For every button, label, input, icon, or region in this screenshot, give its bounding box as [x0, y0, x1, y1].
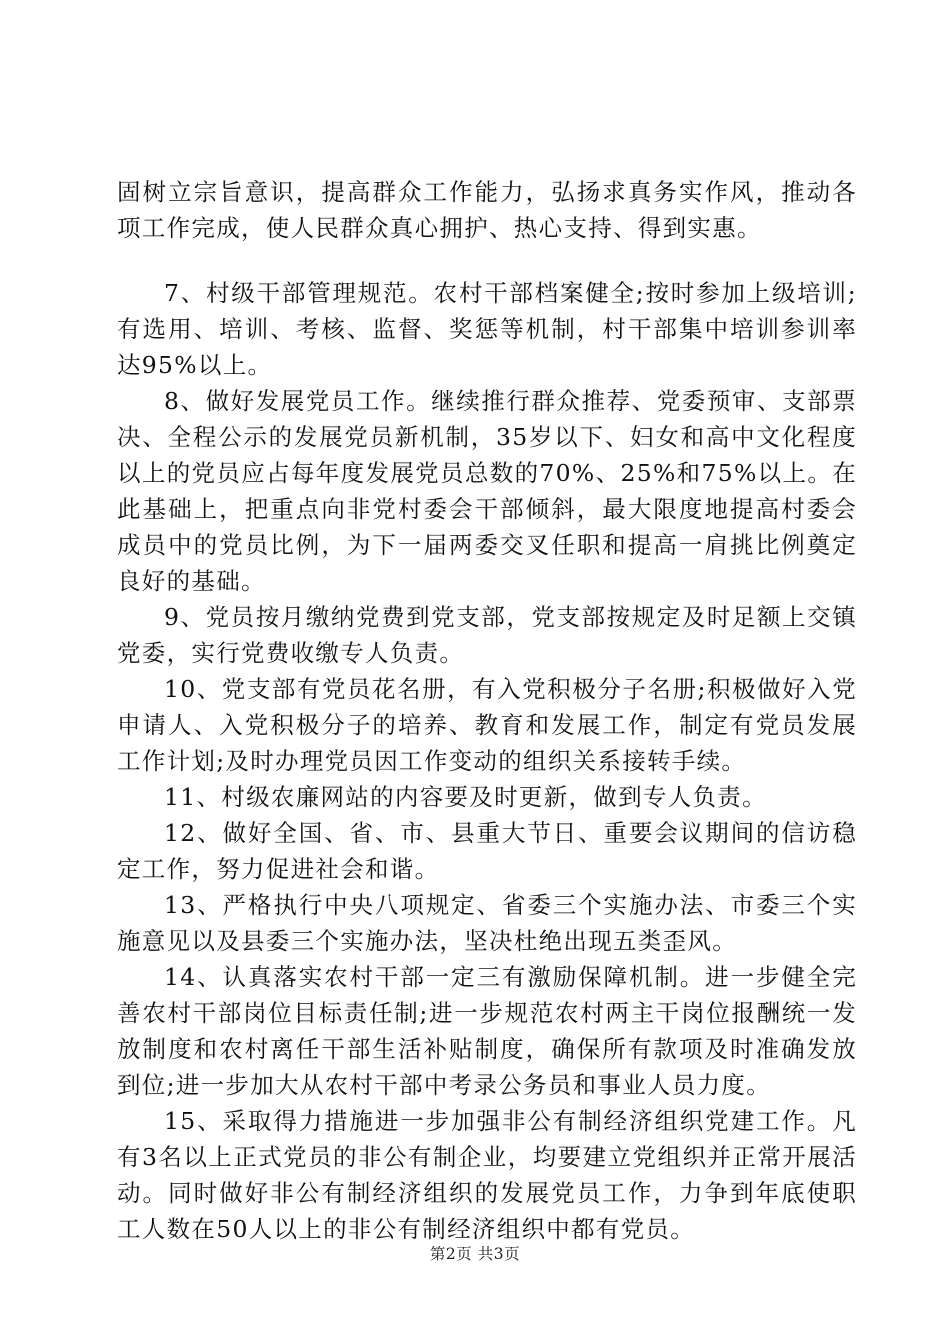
paragraph-item-11: 11、村级农廉网站的内容要及时更新，做到专人负责。	[164, 783, 767, 811]
paragraph-item-12: 12、做好全国、省、市、县重大节日、重要会议期间的信访稳定工作，努力促进社会和谐。	[117, 819, 857, 883]
paragraph-continuation: 固树立宗旨意识，提高群众工作能力，弘扬求真务实作风，推动各项工作完成，使人民群众真心拥护、热心支持、得到实惠。	[117, 178, 857, 242]
paragraph-item-14: 14、认真落实农村干部一定三有激励保障机制。进一步健全完善农村干部岗位目标责任制;进一步规范农村两主干岗位报酬统一发放制度和农村离任干部生活补贴制度，确保所有款项及时准确发放到位;进一步加大从农村干部中考录公务员和事业人员力度。	[117, 963, 857, 1099]
paragraph-item-10: 10、党支部有党员花名册，有入党积极分子名册;积极做好入党申请人、入党积极分子的培养、教育和发展工作，制定有党员发展工作计划;及时办理党员因工作变动的组织关系接转手续。	[117, 675, 857, 775]
paragraph-item-9: 9、党员按月缴纳党费到党支部，党支部按规定及时足额上交镇党委，实行党费收缴专人负责。	[117, 603, 857, 667]
paragraph-item-8: 8、做好发展党员工作。继续推行群众推荐、党委预审、支部票决、全程公示的发展党员新机制，35岁以下、妇女和高中文化程度以上的党员应占每年度发展党员总数的70%、25%和75%以上。在此基础上，把重点向非党村委会干部倾斜，最大限度地提高村委会成员中的党员比例，为下一届两委交叉任职和提高一肩挑比例奠定良好的基础。	[117, 387, 857, 595]
paragraph-item-7: 7、村级干部管理规范。农村干部档案健全;按时参加上级培训;有选用、培训、考核、监督、奖惩等机制，村干部集中培训参训率达95%以上。	[117, 279, 857, 379]
document-body	[117, 174, 857, 1247]
page-number-footer: 第2页 共3页	[429, 1245, 521, 1263]
paragraph-item-13: 13、严格执行中央八项规定、省委三个实施办法、市委三个实施意见以及县委三个实施办法，坚决杜绝出现五类歪风。	[117, 891, 857, 955]
paragraph-item-15: 15、采取得力措施进一步加强非公有制经济组织党建工作。凡有3名以上正式党员的非公有制企业，均要建立党组织并正常开展活动。同时做好非公有制经济组织的发展党员工作，力争到年底使职工人数在50人以上的非公有制经济组织中都有党员。	[117, 1107, 857, 1243]
